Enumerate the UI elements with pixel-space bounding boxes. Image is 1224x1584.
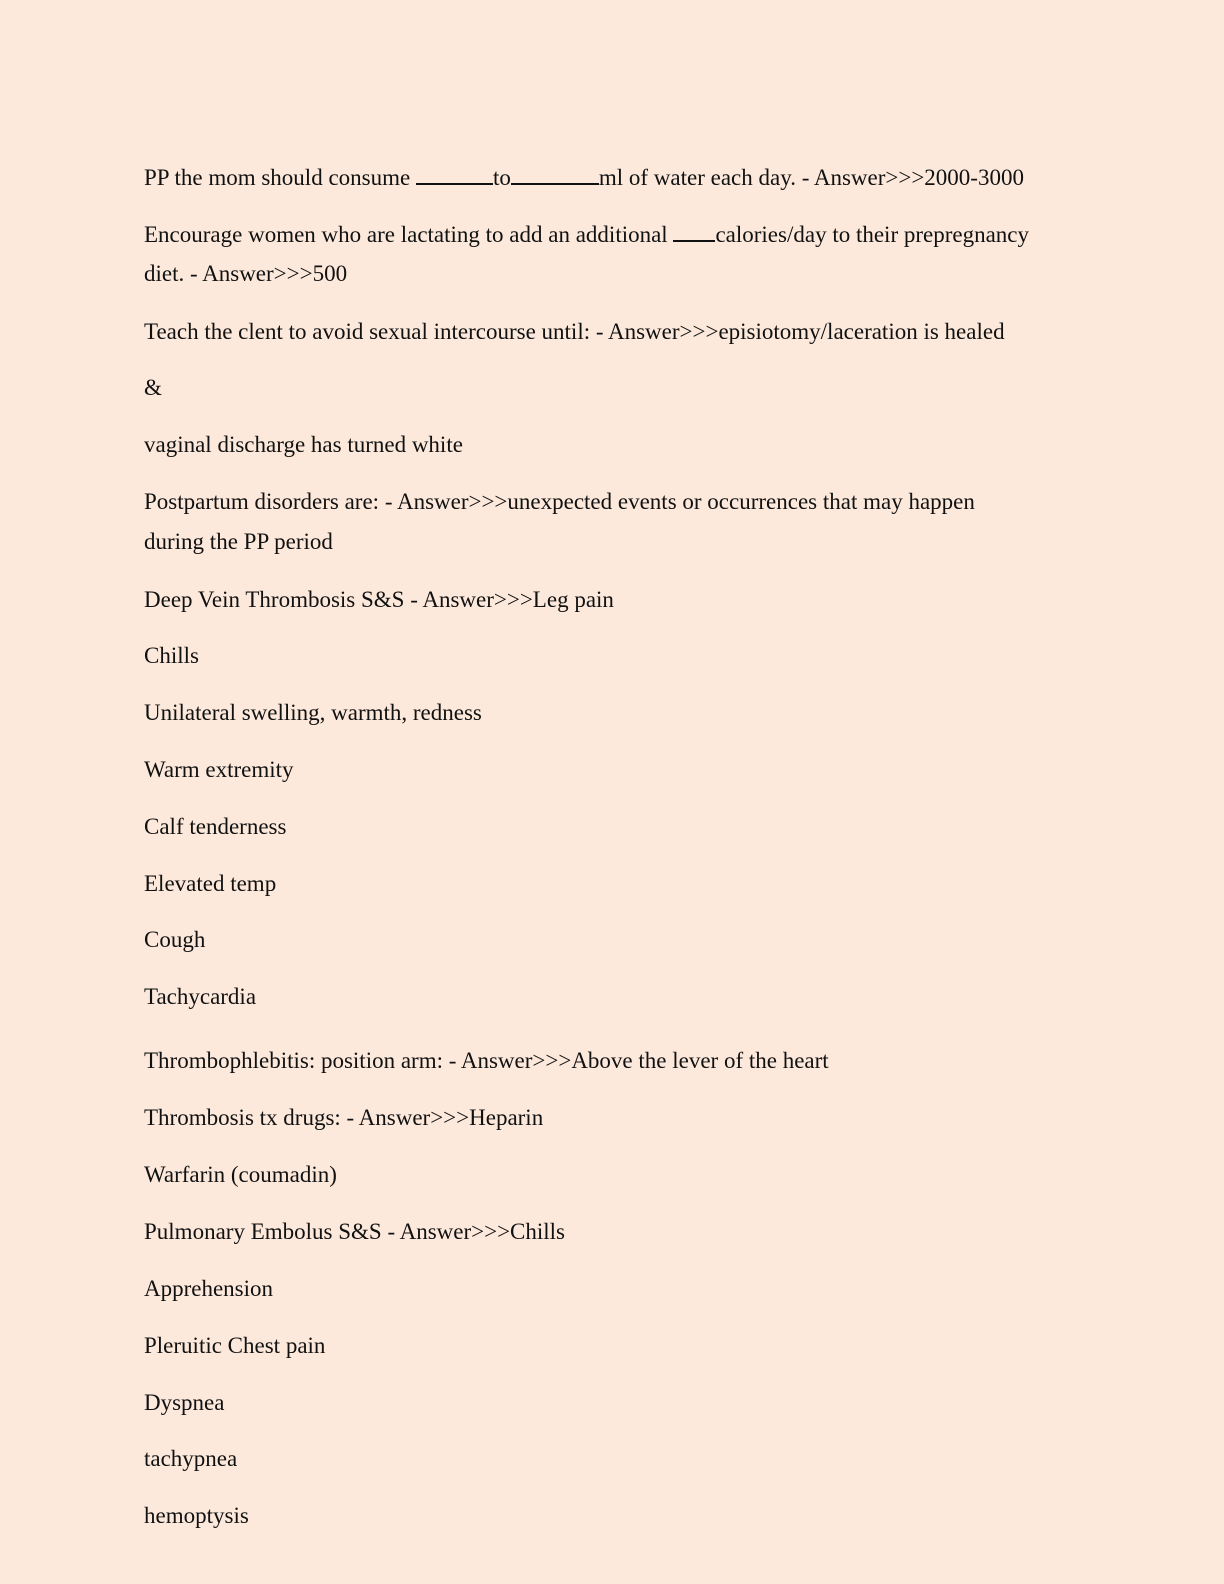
answer-list-item: Warm extremity [144,757,294,782]
answer-list-item: Pleruitic Chest pain [144,1333,326,1358]
water-question [144,165,1024,190]
dvt-question: Deep Vein Thrombosis S&S - Answer>>>Leg pain [144,587,614,612]
thrombophlebitis-question: Thrombophlebitis: position arm: - Answer>>>Above the lever of the heart [144,1048,829,1073]
fill-in-blank [416,165,493,185]
answer-list-item: Cough [144,927,206,952]
calories-question-end: calories/day to their prepregnancy [715,222,1030,247]
answer-list-item: hemoptysis [144,1503,249,1528]
fill-in-blank [511,165,599,185]
answer-list-item: Tachycardia [144,984,257,1009]
calories-question-continued: diet. - Answer>>>500 [144,261,348,286]
intercourse-question: Teach the clent to avoid sexual intercourse until: - Answer>>>episiotomy/laceration is healed [144,319,1005,344]
thrombosis-drugs-question: Thrombosis tx drugs: - Answer>>>Heparin [144,1105,544,1130]
calories-question-start: Encourage women who are lactating to add an additional [144,222,674,247]
pe-question: Pulmonary Embolus S&S - Answer>>>Chills [144,1219,565,1244]
disorders-question: Postpartum disorders are: - Answer>>>unexpected events or occurrences that may happen [144,489,975,514]
water-question-to: to [492,165,511,190]
ampersand-line: & [144,375,162,400]
water-question-start: PP the mom should consume [144,165,416,190]
water-question-end: ml of water each day. - Answer>>>2000-3000 [598,165,1024,190]
answer-list-item: Apprehension [144,1276,274,1301]
disorders-question-continued: during the PP period [144,529,333,554]
calories-question [144,222,1029,247]
answer-list-item: Unilateral swelling, warmth, redness [144,700,482,725]
answer-list-item: Warfarin (coumadin) [144,1162,337,1187]
answer-list-item: Elevated temp [144,871,277,896]
intercourse-question-continued: vaginal discharge has turned white [144,432,463,457]
answer-list-item: Chills [144,643,199,668]
answer-list-item: Dyspnea [144,1390,225,1415]
answer-list-item: tachypnea [144,1446,238,1471]
answer-list-item: Calf tenderness [144,814,287,839]
fill-in-blank [673,222,715,242]
